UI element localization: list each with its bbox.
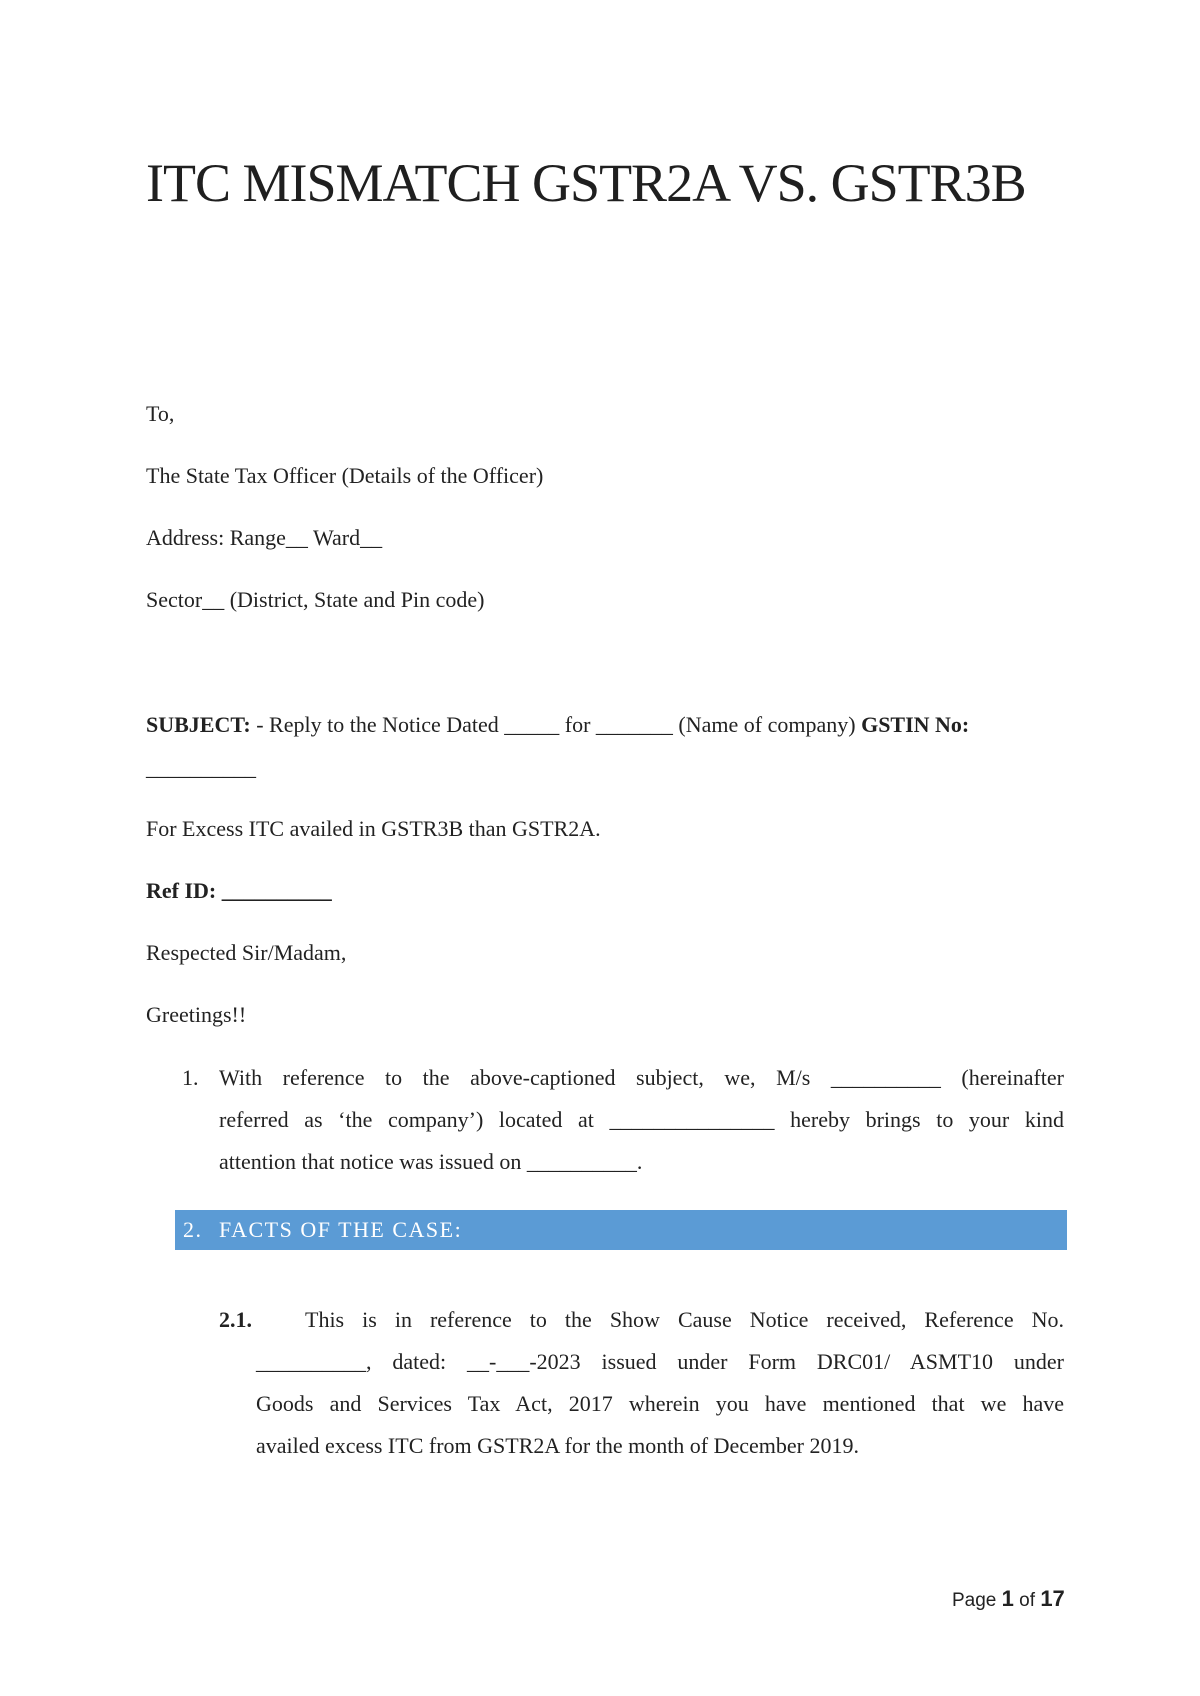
subject-label: SUBJECT: (146, 712, 251, 737)
para2-1-number: 2.1. (219, 1307, 252, 1332)
salutation: Respected Sir/Madam, (146, 940, 347, 965)
section-title: FACTS OF THE CASE: (219, 1217, 463, 1242)
para2-1-first-line (305, 1299, 1064, 1341)
para2-1-line: This is in reference to the Show Cause Notice received, Reference No. (305, 1307, 1064, 1332)
document-title: ITC MISMATCH GSTR2A VS. GSTR3B (146, 153, 1026, 213)
para1-line: attention that notice was issued on __________. (219, 1149, 643, 1174)
subject-text: - Reply to the Notice Dated _____ for _______ (Name of company) (250, 712, 862, 737)
excess-itc-line: For Excess ITC availed in GSTR3B than GSTR2A. (146, 816, 601, 841)
address-to: To, (146, 401, 175, 426)
ref-id-line (146, 877, 332, 905)
page-word: Page (952, 1590, 1002, 1611)
para1-line: With reference to the above-captioned subject, we, M/s __________ (hereinafter (219, 1065, 1064, 1090)
subject-line (146, 711, 1064, 739)
gstin-blank: __________ (146, 755, 256, 780)
page-number: 1 (1001, 1586, 1014, 1611)
para2-1-line: Goods and Services Tax Act, 2017 wherein you have mentioned that we have (256, 1391, 1064, 1416)
page-footer (952, 1586, 1065, 1612)
address-range-ward: Address: Range__ Ward__ (146, 525, 383, 550)
address-officer: The State Tax Officer (Details of the Officer) (146, 463, 544, 488)
para2-1-line: availed excess ITC from GSTR2A for the month of December 2019. (256, 1433, 860, 1458)
ref-id-blank: __________ (216, 878, 332, 903)
gstin-label: GSTIN No: (861, 712, 970, 737)
address-sector: Sector__ (District, State and Pin code) (146, 587, 485, 612)
greeting: Greetings!! (146, 1002, 247, 1027)
para2-1-line: __________, dated: __-___-2023 issued under Form DRC01/ ASMT10 under (256, 1349, 1064, 1374)
section-heading-facts (175, 1210, 1067, 1250)
of-word: of (1013, 1590, 1041, 1611)
para2-1-body (256, 1341, 1064, 1467)
para1-number: 1. (182, 1065, 199, 1090)
ref-id-label: Ref ID: (146, 878, 217, 903)
para1-line: referred as ‘the company’) located at _______________ hereby brings to your kind (219, 1107, 1064, 1132)
page-total: 17 (1040, 1586, 1065, 1611)
section-number: 2. (183, 1217, 203, 1242)
para1-body (219, 1057, 1064, 1183)
